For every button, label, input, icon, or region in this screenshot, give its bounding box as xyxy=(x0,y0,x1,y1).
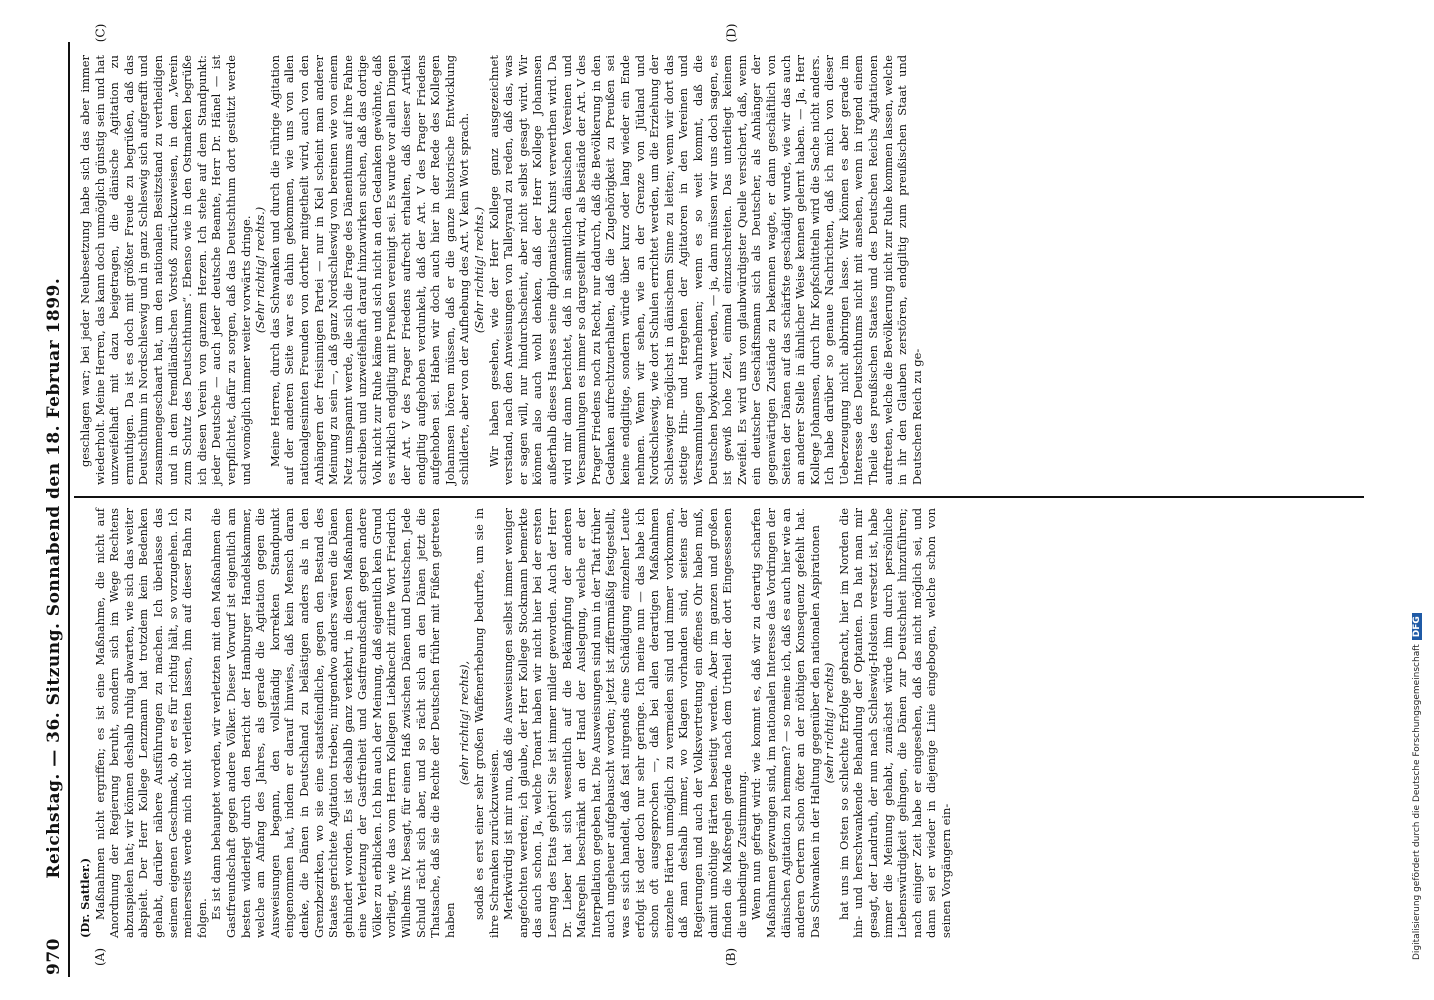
interjection: (Sehr richtig! rechts.) xyxy=(253,206,268,334)
funding-note xyxy=(1412,613,1422,960)
header-title: Reichstag. — 36. Sitzung. Sonnabend den 18. Februar 1899. xyxy=(44,277,64,879)
margin-marker-b: (B) xyxy=(724,947,739,967)
paragraph: hat uns im Osten so schlechte Erfolge gebracht, hier im Norden die hin- und herschwankende Behandlung der Optanten. Da hat man mir gesagt, der Landrath, der nun nach Schleswig-Holstein versetzt ist, habe immer die Meinung gehabt, zunächst würde ihm durch persönliche Liebenswürdigkeit gelingen, die Dänen zur Deutschheit hinzuführen; nach einiger Zeit habe er eingesehen, daß das nicht möglich sei, und dann sei er wieder in diejenige Linie eingebogen, welche schon von seinen Vorgängern ein- xyxy=(836,508,954,938)
margin-marker-a: (A) xyxy=(93,947,108,967)
interjection: (sehr richtig! rechts) xyxy=(822,662,837,784)
margin-marker-d: (D) xyxy=(724,23,739,43)
paragraph: geschlagen war; bei jeder Neubesetzung habe sich das aber immer wiederholt. Meine Herren, das kann doch unmöglich günstig sein und hat unzweifelhaft mit dazu beigetragen, die dänische Agitation zu ermuthigen. Da ist es doch mit größter Freude zu begrüßen, daß das Deutschthum in Nordschleswig und in ganz Schleswig sich aufgerafft und zusammengeschaart hat, um den nationalen Besitzstand zu vertheidigen und in dem fremdländischen Vorstoß zurückzuweisen, in dem „Verein zum Schutz des Deutschthums“. Ebenso wie in den Ostmarken begrüße ich diesen Verein von ganzem Herzen. Ich stehe auf dem Standpunkt: jeder Deutsche — auch jeder deutsche Beamte, Herr Dr. Hänel — ist verpflichtet, dafür zu sorgen, daß das Deutschthum dort gestützt werde und womöglich immer weiter vorwärts dringe. xyxy=(78,55,253,485)
funding-note-text: Digitalisierung gefördert durch die Deutsche Forschungsgemeinschaft xyxy=(1412,644,1422,960)
margin-marker-c: (C) xyxy=(93,23,108,43)
paragraph: Maßnahmen nicht ergriffen; es ist eine Maßnahme, die nicht auf Anordnung der Regierung beruht, sondern sich im Wege Rechtens abzuspielen hat; wir können deshalb ruhig abwarten, wie sich das weiter abspielt. Der Herr Kollege Lenzmann hat trotzdem kein Bedenken gehabt, darüber nähere Ausführungen zu machen. Ich überlasse das seinem eigenen Geschmack, ob er es für richtig hält, so vorzugehen. Ich meinerseits werde mich nicht verleiten lassen, ihm auf dieser Bahn zu folgen. xyxy=(92,508,209,938)
dfg-logo: DFG xyxy=(1412,613,1422,640)
right-text-column xyxy=(78,55,1363,485)
paragraph: Wir haben gesehen, wie der Herr Kollege ganz ausgezeichnet verstand, nach den Anweisungen von Talleyrand zu reden, daß das, was er sagen will, nur hindurchscheint, aber nicht selbst gesagt wird. Wir können also auch wohl denken, daß der Herr Kollege Johannsen außerhalb dieses Hauses seine diplomatische Kunst verwerthen wird. Da wird mir dann berichtet, daß in sämmtlichen dänischen Vereinen und Versammlungen es immer so dargestellt wird, als bestände der Art. V des Prager Friedens noch zu Recht, nur dadurch, daß die Bevölkerung in den Gedanken aufrechtzuerhalten, daß die Zugehörigkeit zu Preußen sei keine endgiltige, sondern würde über kurz oder lang wieder ein Ende nehmen. Wenn wir sehen, wie an der Grenze von Jütland und Nordschleswig, wie dort Schulen errichtet werden, um die Erziehung der Schleswiger möglichst in dänischem Sinne zu leiten; wenn wir dort das stetige Hin- und Hergehen der Agitatoren in den Vereinen und Versammlungen wahrnehmen; wenn es so weit kommt, daß die Deutschen boykottirt werden, — ja, dann müssen wir uns doch sagen, es ist gewiß hohe Zeit, einmal einzuschreiten. Das unterliegt keinem Zweifel. Es wird uns von glaubwürdigster Quelle versichert, daß, wenn ein deutscher Geschäftsmann sich als Deutscher, als Anhänger der gegenwärtigen Zustände zu bekennen wagte, er dann geschäftlich von Seiten der Dänen auf das schärfste geschädigt wurde, wie wir das auch an anderer Stelle in ähnlicher Weise kennen gelernt haben. — Ja, Herr Kollege Johannsen, durch Ihr Kopfschütteln wird die Sache nicht anders. Ich habe darüber so genaue Nachrichten, daß ich mich von dieser Ueberzeugung nicht abbringen lasse. Wir können es aber gerade im Interesse des Deutschthums nicht mit ansehen, wenn in irgend einem Theile des preußischen Staates und des Deutschen Reichs Agitationen auftreten, welche die Bevölkerung nicht zur Ruhe kommen lassen, welche in ihr den Glauben zerstören, endgiltig zum preußischen Staat und Deutschen Reich zu ge- xyxy=(486,55,924,485)
column-divider xyxy=(74,496,1364,498)
paragraph: sodaß es erst einer sehr großen Waffenerhebung bedurfte, um sie in ihre Schranken zurückzuweisen. xyxy=(472,508,501,938)
paragraph: Merkwürdig ist mir nun, daß die Ausweisungen selbst immer weniger angefochten werden; ich glaube, der Herr Kollege Stockmann bemerkte das auch schon. Ja, welche Tonart haben wir nicht hier bei der ersten Lesung des Etats gehört! Sie ist immer milder geworden. Auch der Herr Dr. Lieber hat sich wesentlich auf die Bekämpfung der anderen Maßregeln beschränkt an der Hand der Auslegung, welche er der Interpellation gegeben hat. Die Ausweisungen sind nun in der That früher auch ungeheuer aufgebauscht worden; jetzt ist ziffernmäßig festgestellt, was es sich handelt, daß fast nirgends eine Schädigung einzelner Leute erfolgt ist oder doch nur sehr geringe. Ich meine nun — das habe ich schon oft ausgesprochen —, daß bei allen derartigen Maßnahmen einzelne Härten unmöglich zu vermeiden sind und immer vorkommen, daß man deshalb immer, wo Klagen vorhanden sind, seitens der Regierungen und auch der Volksvertretung ein offenes Ohr haben muß, damit unnöthige Härten beseitigt werden. Aber im ganzen und großen finden die Maßregeln gerade nach dem Urtheil der dort Eingesessenen die unbedingte Zustimmung. xyxy=(501,508,749,938)
speaker-label: (Dr. Sattler.) xyxy=(78,857,92,938)
interjection: (Sehr richtig! rechts.) xyxy=(472,206,487,334)
interjection: (sehr richtig! rechts), xyxy=(457,660,472,786)
page-number: 970 xyxy=(44,938,64,975)
left-text-column xyxy=(78,508,1363,938)
header-rule xyxy=(68,42,70,977)
paragraph: Meine Herren, durch das Schwanken und durch die rührige Agitation auf der anderen Seite war es dahin gekommen, wie uns von allen nationalgesinnten Freunden von dorther mitgetheilt wird, auch von den Anhängern der freisinnigen Partei — nur in Kiel scheint man anderer Meinung zu sein —, daß ganz Nordschleswig von bereinen wie von einem Netz umspannt werde, die sich die Frage des Dänenthums auf ihre Fahne schreiben und unzweifelhaft darauf hinzuwirken suchen, daß das dortige Volk nicht zur Ruhe käme und sich nicht an den Gedanken gewöhnte, daß es wirklich endgiltig mit Preußen vereinigt sei. Es wurde vor allen Dingen der Art. V des Prager Friedens aufrecht erhalten, daß dieser Artikel endgiltig aufgehoben verdunkelt, daß der Art. V des Prager Friedens aufgehoben sei. Haben wir doch auch hier in der Rede des Kollegen Johannsen hören müssen, daß er die ganze historische Entwicklung schilderte, aber von der Aufhebung des Art. V kein Wort sprach. xyxy=(267,55,472,485)
paragraph: Es ist dann behauptet worden, wir verletzten mit den Maßnahmen die Gastfreundschaft gegen andere Völker. Dieser Vorwurf ist eigentlich am besten widerlegt durch den Bericht der Hamburger Handelskammer, welche am Anfang des Jahres, als gerade die Agitation gegen die Ausweisungen begann, den vollständig korrekten Standpunkt eingenommen hat, indem er darauf hinwies, daß kein Mensch daran denke, die Dänen in Deutschland zu belästigen anders als in den Grenzbezirken, wo sie eine staatsfeindliche, gegen den Bestand des Staates gerichtete Agitation trieben; nirgendwo anders wären die Dänen gehindert worden. Es ist deshalb ganz verkehrt, in diesen Maßnahmen eine Verletzung der Gastfreiheit und Gastfreundschaft gegen andere Völker zu erblicken. Ich bin auch der Meinung, daß eigentlich kein Grund vorliegt, wie das vom Herrn Kollegen Liebknecht zitirte Wort Friedrich Wilhelms IV. besagt, für einen Haß zwischen Dänen und Deutschen. Jede Schuld rächt sich aber, und so rächt sich an den Dänen jetzt die Thatsache, daß sie die Rechte der Deutschen früher mit Füßen getreten haben xyxy=(209,508,457,938)
paragraph: Wenn nun gefragt wird: wie kommt es, daß wir zu derartig scharfen Maßnahmen gezwungen sind, im nationalen Interesse das Vordringen der dänischen Agitation zu hemmen? — so meine ich, daß es auch hier wie an anderen Oertern schon öfter an der nöthigen Konsequenz gefehlt hat. Das Schwanken in der Haltung gegenüber den nationalen Aspirationen xyxy=(749,508,822,938)
